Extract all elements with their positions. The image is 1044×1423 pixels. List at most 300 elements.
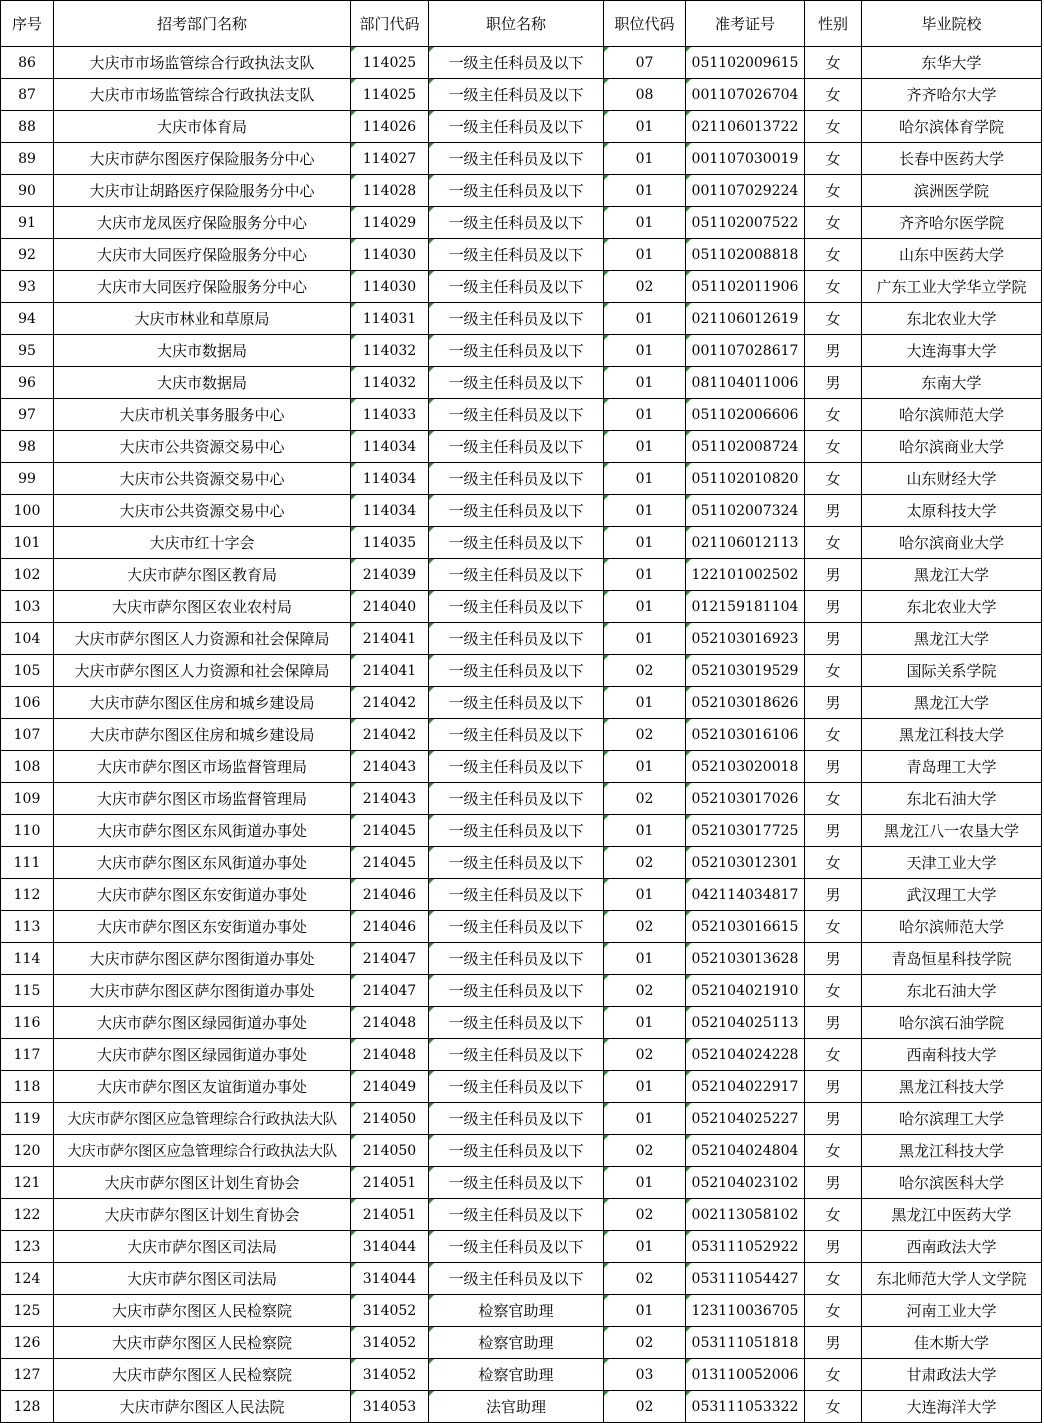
- cell-position-code: 01: [604, 527, 686, 559]
- cell-position: 一级主任科员及以下: [429, 1231, 604, 1263]
- cell-gender: 女: [805, 111, 862, 143]
- cell-exam-id: 052104023102: [686, 1167, 805, 1199]
- table-row: [1, 1199, 1042, 1231]
- cell-index: 104: [1, 623, 54, 655]
- table-row: [1, 1071, 1042, 1103]
- cell-dept-code: 114025: [351, 47, 429, 79]
- cell-position-code: 02: [604, 783, 686, 815]
- cell-dept-code: 114030: [351, 271, 429, 303]
- cell-exam-id: 051102010820: [686, 463, 805, 495]
- cell-position: 一级主任科员及以下: [429, 1007, 604, 1039]
- cell-index: 119: [1, 1103, 54, 1135]
- cell-dept-code: 214045: [351, 847, 429, 879]
- cell-index: 87: [1, 79, 54, 111]
- cell-index: 113: [1, 911, 54, 943]
- table-row: [1, 207, 1042, 239]
- cell-gender: 男: [805, 1327, 862, 1359]
- cell-index: 127: [1, 1359, 54, 1391]
- cell-school: 佳木斯大学: [862, 1327, 1042, 1359]
- table-row: [1, 591, 1042, 623]
- cell-position-code: 01: [604, 751, 686, 783]
- cell-school: 山东财经大学: [862, 463, 1042, 495]
- cell-dept-code: 114029: [351, 207, 429, 239]
- table-row: [1, 943, 1042, 975]
- table-row: [1, 687, 1042, 719]
- header-dept-code: 部门代码: [351, 1, 429, 47]
- cell-exam-id: 051102007522: [686, 207, 805, 239]
- cell-gender: 女: [805, 1039, 862, 1071]
- cell-position: 一级主任科员及以下: [429, 527, 604, 559]
- cell-department: 大庆市林业和草原局: [54, 303, 351, 335]
- cell-gender: 女: [805, 1135, 862, 1167]
- cell-dept-code: 114035: [351, 527, 429, 559]
- cell-school: 天津工业大学: [862, 847, 1042, 879]
- cell-position: 一级主任科员及以下: [429, 1167, 604, 1199]
- cell-gender: 女: [805, 1295, 862, 1327]
- cell-school: 黑龙江科技大学: [862, 1135, 1042, 1167]
- cell-exam-id: 122101002502: [686, 559, 805, 591]
- cell-dept-code: 214046: [351, 879, 429, 911]
- table-row: [1, 879, 1042, 911]
- cell-department: 大庆市萨尔图区人民检察院: [54, 1359, 351, 1391]
- cell-exam-id: 052103012301: [686, 847, 805, 879]
- cell-department: 大庆市萨尔图区应急管理综合行政执法大队: [54, 1103, 351, 1135]
- table-row: [1, 1007, 1042, 1039]
- cell-dept-code: 314053: [351, 1391, 429, 1423]
- table-row: [1, 79, 1042, 111]
- cell-index: 106: [1, 687, 54, 719]
- table-row: [1, 303, 1042, 335]
- cell-index: 115: [1, 975, 54, 1007]
- table-row: [1, 175, 1042, 207]
- cell-department: 大庆市萨尔图区东安街道办事处: [54, 879, 351, 911]
- cell-department: 大庆市数据局: [54, 335, 351, 367]
- cell-index: 91: [1, 207, 54, 239]
- cell-exam-id: 021106012619: [686, 303, 805, 335]
- header-position: 职位名称: [429, 1, 604, 47]
- cell-school: 东北石油大学: [862, 783, 1042, 815]
- cell-gender: 女: [805, 847, 862, 879]
- cell-position-code: 01: [604, 239, 686, 271]
- cell-school: 广东工业大学华立学院: [862, 271, 1042, 303]
- cell-position: 一级主任科员及以下: [429, 175, 604, 207]
- cell-gender: 男: [805, 943, 862, 975]
- table-row: [1, 431, 1042, 463]
- cell-position-code: 01: [604, 143, 686, 175]
- cell-index: 101: [1, 527, 54, 559]
- cell-dept-code: 114031: [351, 303, 429, 335]
- cell-department: 大庆市让胡路医疗保险服务分中心: [54, 175, 351, 207]
- cell-position: 一级主任科员及以下: [429, 399, 604, 431]
- cell-gender: 女: [805, 431, 862, 463]
- cell-gender: 女: [805, 239, 862, 271]
- cell-gender: 女: [805, 143, 862, 175]
- cell-gender: 男: [805, 559, 862, 591]
- cell-dept-code: 214043: [351, 751, 429, 783]
- table-row: [1, 559, 1042, 591]
- table-row: [1, 783, 1042, 815]
- cell-school: 国际关系学院: [862, 655, 1042, 687]
- cell-position-code: 02: [604, 1199, 686, 1231]
- cell-position: 一级主任科员及以下: [429, 559, 604, 591]
- cell-index: 105: [1, 655, 54, 687]
- cell-department: 大庆市萨尔图区计划生育协会: [54, 1167, 351, 1199]
- cell-dept-code: 314052: [351, 1295, 429, 1327]
- cell-index: 122: [1, 1199, 54, 1231]
- cell-gender: 男: [805, 751, 862, 783]
- cell-position-code: 02: [604, 1327, 686, 1359]
- cell-position-code: 01: [604, 815, 686, 847]
- cell-exam-id: 053111053322: [686, 1391, 805, 1423]
- cell-gender: 女: [805, 175, 862, 207]
- cell-department: 大庆市龙凤医疗保险服务分中心: [54, 207, 351, 239]
- cell-position: 一级主任科员及以下: [429, 47, 604, 79]
- cell-gender: 女: [805, 783, 862, 815]
- cell-dept-code: 214040: [351, 591, 429, 623]
- cell-exam-id: 021106013722: [686, 111, 805, 143]
- cell-department: 大庆市机关事务服务中心: [54, 399, 351, 431]
- cell-position-code: 01: [604, 879, 686, 911]
- table-row: [1, 751, 1042, 783]
- cell-position: 一级主任科员及以下: [429, 815, 604, 847]
- table-row: [1, 1135, 1042, 1167]
- cell-position: 一级主任科员及以下: [429, 1071, 604, 1103]
- cell-department: 大庆市萨尔图区人力资源和社会保障局: [54, 655, 351, 687]
- cell-position-code: 01: [604, 431, 686, 463]
- cell-exam-id: 042114034817: [686, 879, 805, 911]
- cell-school: 青岛理工大学: [862, 751, 1042, 783]
- cell-gender: 男: [805, 495, 862, 527]
- cell-position-code: 01: [604, 1167, 686, 1199]
- cell-gender: 女: [805, 1199, 862, 1231]
- cell-exam-id: 052104025227: [686, 1103, 805, 1135]
- cell-department: 大庆市大同医疗保险服务分中心: [54, 239, 351, 271]
- table-row: [1, 975, 1042, 1007]
- cell-gender: 男: [805, 687, 862, 719]
- cell-school: 青岛恒星科技学院: [862, 943, 1042, 975]
- cell-exam-id: 053111054427: [686, 1263, 805, 1295]
- cell-gender: 男: [805, 367, 862, 399]
- cell-dept-code: 114032: [351, 367, 429, 399]
- cell-dept-code: 214051: [351, 1199, 429, 1231]
- cell-position-code: 01: [604, 1103, 686, 1135]
- cell-position-code: 01: [604, 207, 686, 239]
- cell-index: 107: [1, 719, 54, 751]
- cell-department: 大庆市萨尔图区萨尔图街道办事处: [54, 943, 351, 975]
- cell-department: 大庆市公共资源交易中心: [54, 495, 351, 527]
- cell-exam-id: 052103019529: [686, 655, 805, 687]
- cell-position-code: 01: [604, 367, 686, 399]
- table-row: [1, 1231, 1042, 1263]
- cell-dept-code: 214046: [351, 911, 429, 943]
- cell-school: 山东中医药大学: [862, 239, 1042, 271]
- cell-position-code: 02: [604, 655, 686, 687]
- cell-school: 哈尔滨石油学院: [862, 1007, 1042, 1039]
- table-row: [1, 335, 1042, 367]
- cell-exam-id: 021106012113: [686, 527, 805, 559]
- cell-department: 大庆市萨尔图区住房和城乡建设局: [54, 687, 351, 719]
- table-row: [1, 1327, 1042, 1359]
- cell-exam-id: 052103016615: [686, 911, 805, 943]
- cell-index: 128: [1, 1391, 54, 1423]
- cell-dept-code: 214042: [351, 687, 429, 719]
- cell-department: 大庆市萨尔图区人民检察院: [54, 1295, 351, 1327]
- cell-position: 一级主任科员及以下: [429, 655, 604, 687]
- cell-exam-id: 052103017725: [686, 815, 805, 847]
- cell-index: 97: [1, 399, 54, 431]
- cell-department: 大庆市萨尔图区司法局: [54, 1231, 351, 1263]
- table-row: [1, 719, 1042, 751]
- cell-position: 一级主任科员及以下: [429, 335, 604, 367]
- cell-position-code: 02: [604, 975, 686, 1007]
- cell-school: 哈尔滨体育学院: [862, 111, 1042, 143]
- table-row: [1, 399, 1042, 431]
- cell-exam-id: 052104025113: [686, 1007, 805, 1039]
- cell-position: 一级主任科员及以下: [429, 431, 604, 463]
- cell-gender: 女: [805, 1359, 862, 1391]
- cell-index: 96: [1, 367, 54, 399]
- cell-dept-code: 214048: [351, 1039, 429, 1071]
- cell-department: 大庆市萨尔图区计划生育协会: [54, 1199, 351, 1231]
- table-row: [1, 239, 1042, 271]
- cell-position-code: 01: [604, 111, 686, 143]
- table-row: [1, 1359, 1042, 1391]
- cell-index: 110: [1, 815, 54, 847]
- cell-exam-id: 002113058102: [686, 1199, 805, 1231]
- table-row: [1, 271, 1042, 303]
- cell-school: 齐齐哈尔医学院: [862, 207, 1042, 239]
- cell-exam-id: 051102011906: [686, 271, 805, 303]
- cell-department: 大庆市萨尔图区友谊街道办事处: [54, 1071, 351, 1103]
- header-row: [1, 1, 1042, 47]
- cell-school: 甘肃政法大学: [862, 1359, 1042, 1391]
- cell-exam-id: 051102008818: [686, 239, 805, 271]
- cell-index: 126: [1, 1327, 54, 1359]
- cell-gender: 男: [805, 1103, 862, 1135]
- table-row: [1, 815, 1042, 847]
- cell-position-code: 07: [604, 47, 686, 79]
- cell-gender: 女: [805, 79, 862, 111]
- table-row: [1, 623, 1042, 655]
- cell-exam-id: 001107030019: [686, 143, 805, 175]
- header-gender: 性别: [805, 1, 862, 47]
- cell-school: 黑龙江大学: [862, 687, 1042, 719]
- table-row: [1, 527, 1042, 559]
- cell-school: 黑龙江科技大学: [862, 719, 1042, 751]
- cell-dept-code: 214039: [351, 559, 429, 591]
- table-row: [1, 463, 1042, 495]
- cell-exam-id: 052103013628: [686, 943, 805, 975]
- table-row: [1, 111, 1042, 143]
- cell-position-code: 01: [604, 1071, 686, 1103]
- cell-position-code: 01: [604, 1007, 686, 1039]
- cell-gender: 女: [805, 1391, 862, 1423]
- cell-position-code: 01: [604, 591, 686, 623]
- cell-gender: 男: [805, 623, 862, 655]
- cell-exam-id: 001107028617: [686, 335, 805, 367]
- cell-exam-id: 012159181104: [686, 591, 805, 623]
- cell-exam-id: 053111051818: [686, 1327, 805, 1359]
- cell-school: 哈尔滨医科大学: [862, 1167, 1042, 1199]
- cell-school: 西南科技大学: [862, 1039, 1042, 1071]
- cell-position-code: 01: [604, 303, 686, 335]
- cell-index: 93: [1, 271, 54, 303]
- cell-dept-code: 114030: [351, 239, 429, 271]
- cell-department: 大庆市萨尔图区人民法院: [54, 1391, 351, 1423]
- cell-position-code: 01: [604, 463, 686, 495]
- cell-exam-id: 051102006606: [686, 399, 805, 431]
- cell-department: 大庆市公共资源交易中心: [54, 431, 351, 463]
- cell-dept-code: 114028: [351, 175, 429, 207]
- cell-index: 111: [1, 847, 54, 879]
- cell-gender: 女: [805, 399, 862, 431]
- table-row: [1, 1167, 1042, 1199]
- cell-position: 一级主任科员及以下: [429, 271, 604, 303]
- cell-school: 哈尔滨师范大学: [862, 399, 1042, 431]
- cell-dept-code: 214050: [351, 1135, 429, 1167]
- cell-school: 哈尔滨理工大学: [862, 1103, 1042, 1135]
- cell-dept-code: 214041: [351, 623, 429, 655]
- table-row: [1, 1103, 1042, 1135]
- cell-school: 哈尔滨商业大学: [862, 431, 1042, 463]
- cell-department: 大庆市萨尔图区东安街道办事处: [54, 911, 351, 943]
- header-school: 毕业院校: [862, 1, 1042, 47]
- cell-position: 一级主任科员及以下: [429, 1135, 604, 1167]
- cell-department: 大庆市萨尔图区应急管理综合行政执法大队: [54, 1135, 351, 1167]
- cell-gender: 女: [805, 207, 862, 239]
- cell-position: 一级主任科员及以下: [429, 143, 604, 175]
- cell-department: 大庆市萨尔图区市场监督管理局: [54, 783, 351, 815]
- cell-school: 大连海洋大学: [862, 1391, 1042, 1423]
- table-row: [1, 847, 1042, 879]
- cell-exam-id: 051102009615: [686, 47, 805, 79]
- cell-school: 武汉理工大学: [862, 879, 1042, 911]
- cell-index: 98: [1, 431, 54, 463]
- cell-exam-id: 052103016106: [686, 719, 805, 751]
- cell-exam-id: 013110052006: [686, 1359, 805, 1391]
- cell-index: 124: [1, 1263, 54, 1295]
- cell-gender: 女: [805, 655, 862, 687]
- cell-position-code: 01: [604, 495, 686, 527]
- table-row: [1, 143, 1042, 175]
- cell-position: 一级主任科员及以下: [429, 783, 604, 815]
- header-index: 序号: [1, 1, 54, 47]
- table-row: [1, 495, 1042, 527]
- cell-dept-code: 314044: [351, 1231, 429, 1263]
- cell-department: 大庆市萨尔图区农业农村局: [54, 591, 351, 623]
- cell-position: 一级主任科员及以下: [429, 943, 604, 975]
- cell-school: 东北农业大学: [862, 591, 1042, 623]
- cell-index: 121: [1, 1167, 54, 1199]
- cell-dept-code: 114025: [351, 79, 429, 111]
- cell-exam-id: 123110036705: [686, 1295, 805, 1327]
- cell-position-code: 02: [604, 1391, 686, 1423]
- cell-index: 103: [1, 591, 54, 623]
- table-row: [1, 367, 1042, 399]
- table-row: [1, 655, 1042, 687]
- cell-gender: 男: [805, 335, 862, 367]
- cell-school: 滨洲医学院: [862, 175, 1042, 207]
- cell-gender: 男: [805, 1007, 862, 1039]
- cell-position: 法官助理: [429, 1391, 604, 1423]
- cell-position-code: 01: [604, 335, 686, 367]
- cell-position-code: 01: [604, 1295, 686, 1327]
- cell-dept-code: 114027: [351, 143, 429, 175]
- cell-position-code: 01: [604, 623, 686, 655]
- cell-department: 大庆市萨尔图医疗保险服务分中心: [54, 143, 351, 175]
- cell-index: 94: [1, 303, 54, 335]
- cell-dept-code: 214049: [351, 1071, 429, 1103]
- cell-position-code: 03: [604, 1359, 686, 1391]
- cell-position-code: 02: [604, 847, 686, 879]
- cell-department: 大庆市公共资源交易中心: [54, 463, 351, 495]
- cell-position-code: 01: [604, 175, 686, 207]
- cell-gender: 女: [805, 975, 862, 1007]
- cell-dept-code: 314052: [351, 1327, 429, 1359]
- cell-position: 一级主任科员及以下: [429, 303, 604, 335]
- cell-index: 114: [1, 943, 54, 975]
- cell-exam-id: 052104021910: [686, 975, 805, 1007]
- cell-position-code: 02: [604, 911, 686, 943]
- cell-school: 黑龙江大学: [862, 559, 1042, 591]
- cell-index: 125: [1, 1295, 54, 1327]
- table-row: [1, 1295, 1042, 1327]
- cell-department: 大庆市萨尔图区市场监督管理局: [54, 751, 351, 783]
- cell-index: 92: [1, 239, 54, 271]
- cell-department: 大庆市数据局: [54, 367, 351, 399]
- cell-position: 一级主任科员及以下: [429, 463, 604, 495]
- cell-index: 95: [1, 335, 54, 367]
- cell-department: 大庆市萨尔图区人民检察院: [54, 1327, 351, 1359]
- cell-index: 112: [1, 879, 54, 911]
- cell-index: 90: [1, 175, 54, 207]
- cell-gender: 女: [805, 47, 862, 79]
- header-exam-id: 准考证号: [686, 1, 805, 47]
- cell-dept-code: 114034: [351, 495, 429, 527]
- cell-gender: 男: [805, 1231, 862, 1263]
- cell-exam-id: 052104022917: [686, 1071, 805, 1103]
- cell-position: 检察官助理: [429, 1359, 604, 1391]
- cell-exam-id: 081104011006: [686, 367, 805, 399]
- table-row: [1, 47, 1042, 79]
- cell-gender: 男: [805, 879, 862, 911]
- cell-dept-code: 314044: [351, 1263, 429, 1295]
- cell-index: 120: [1, 1135, 54, 1167]
- cell-dept-code: 214041: [351, 655, 429, 687]
- cell-dept-code: 314052: [351, 1359, 429, 1391]
- cell-school: 河南工业大学: [862, 1295, 1042, 1327]
- cell-position: 一级主任科员及以下: [429, 751, 604, 783]
- header-position-code: 职位代码: [604, 1, 686, 47]
- cell-department: 大庆市市场监管综合行政执法支队: [54, 79, 351, 111]
- table-row: [1, 1263, 1042, 1295]
- cell-school: 齐齐哈尔大学: [862, 79, 1042, 111]
- cell-position: 一级主任科员及以下: [429, 207, 604, 239]
- cell-department: 大庆市萨尔图区绿园街道办事处: [54, 1039, 351, 1071]
- cell-school: 东北农业大学: [862, 303, 1042, 335]
- cell-position: 一级主任科员及以下: [429, 623, 604, 655]
- cell-position-code: 01: [604, 687, 686, 719]
- cell-index: 123: [1, 1231, 54, 1263]
- cell-school: 西南政法大学: [862, 1231, 1042, 1263]
- cell-exam-id: 052104024804: [686, 1135, 805, 1167]
- cell-position: 一级主任科员及以下: [429, 79, 604, 111]
- cell-dept-code: 114034: [351, 463, 429, 495]
- cell-school: 东北师范大学人文学院: [862, 1263, 1042, 1295]
- cell-school: 东华大学: [862, 47, 1042, 79]
- cell-index: 86: [1, 47, 54, 79]
- cell-position-code: 02: [604, 271, 686, 303]
